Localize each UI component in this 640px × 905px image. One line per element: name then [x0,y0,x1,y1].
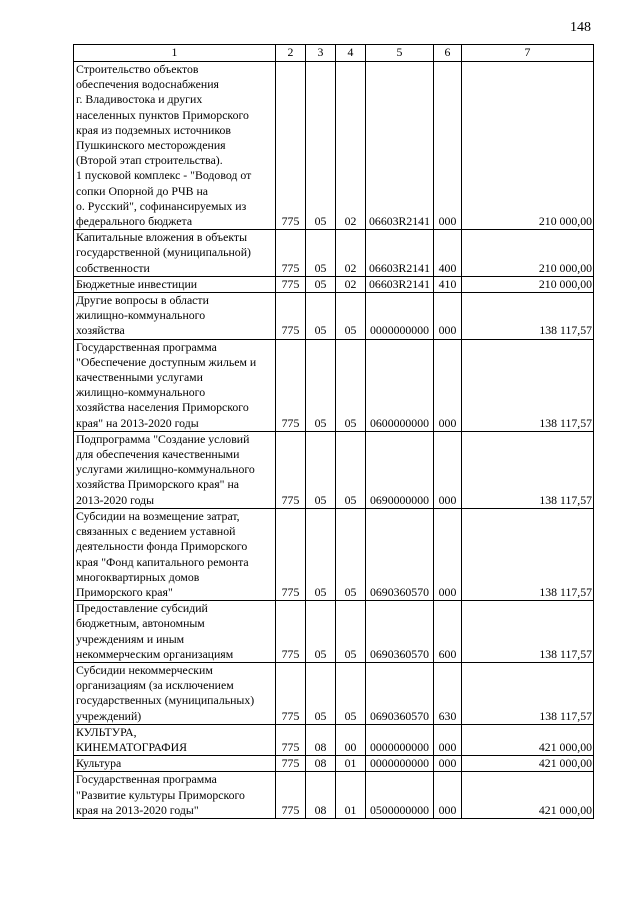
row-subsection-code: 01 [336,772,366,819]
row-subsection-code: 05 [336,339,366,431]
row-subsection-code: 05 [336,601,366,663]
header-cell: 7 [462,45,594,62]
row-section-code: 08 [306,756,336,772]
row-section-code: 05 [306,62,336,230]
row-amount: 421 000,00 [462,724,594,755]
row-subsection-code: 05 [336,508,366,600]
row-amount: 138 117,57 [462,662,594,724]
row-section-code: 05 [306,431,336,508]
table-row [74,724,594,755]
budget-table [73,44,594,819]
row-ministry-code: 775 [276,62,306,230]
header-cell: 6 [434,45,462,62]
row-expense-type: 600 [434,601,462,663]
row-amount: 210 000,00 [462,230,594,277]
row-target-article: 06603R2141 [366,62,434,230]
page-number: 148 [570,20,591,35]
row-section-code: 08 [306,724,336,755]
row-section-code: 05 [306,293,336,340]
table-row [74,508,594,600]
row-name: Капитальные вложения в объекты государственной (муниципальной) собственности [74,230,276,277]
row-subsection-code: 02 [336,276,366,292]
row-target-article: 0500000000 [366,772,434,819]
row-section-code: 05 [306,601,336,663]
row-amount: 421 000,00 [462,772,594,819]
row-name: Подпрограмма "Создание условий для обеспечения качественными услугами жилищно-коммунального хозяйства Приморского края" на 2013-2020 годы [74,431,276,508]
row-ministry-code: 775 [276,276,306,292]
row-section-code: 05 [306,508,336,600]
row-amount: 210 000,00 [462,276,594,292]
row-name: Предоставление субсидий бюджетным, автономным учреждениям и иным некоммерческим организациям [74,601,276,663]
row-target-article: 0690000000 [366,431,434,508]
row-ministry-code: 775 [276,601,306,663]
row-expense-type: 400 [434,230,462,277]
row-target-article: 06603R2141 [366,230,434,277]
row-ministry-code: 775 [276,756,306,772]
row-name: КУЛЬТУРА, КИНЕМАТОГРАФИЯ [74,724,276,755]
row-expense-type: 000 [434,756,462,772]
table-row [74,293,594,340]
header-row [74,45,594,62]
header-cell: 1 [74,45,276,62]
row-target-article: 06603R2141 [366,276,434,292]
table-row [74,662,594,724]
row-expense-type: 000 [434,724,462,755]
row-name: Бюджетные инвестиции [74,276,276,292]
row-subsection-code: 02 [336,230,366,277]
row-target-article: 0000000000 [366,724,434,755]
row-target-article: 0600000000 [366,339,434,431]
row-subsection-code: 05 [336,293,366,340]
row-ministry-code: 775 [276,508,306,600]
row-ministry-code: 775 [276,662,306,724]
row-name: Субсидии некоммерческим организациям (за исключением государственных (муниципальных) учреждений) [74,662,276,724]
row-expense-type: 000 [434,431,462,508]
row-ministry-code: 775 [276,772,306,819]
row-ministry-code: 775 [276,339,306,431]
row-section-code: 05 [306,276,336,292]
row-ministry-code: 775 [276,293,306,340]
row-name: Субсидии на возмещение затрат, связанных с ведением уставной деятельности фонда Приморского края "Фонд капитального ремонта многоквартирных домов Приморского края" [74,508,276,600]
header-cell: 3 [306,45,336,62]
row-section-code: 05 [306,230,336,277]
row-amount: 421 000,00 [462,756,594,772]
row-subsection-code: 01 [336,756,366,772]
table-row [74,756,594,772]
row-name: Другие вопросы в области жилищно-коммунального хозяйства [74,293,276,340]
row-expense-type: 000 [434,339,462,431]
row-target-article: 0690360570 [366,601,434,663]
row-expense-type: 000 [434,508,462,600]
row-amount: 138 117,57 [462,339,594,431]
row-ministry-code: 775 [276,230,306,277]
header-cell: 5 [366,45,434,62]
row-amount: 138 117,57 [462,293,594,340]
row-expense-type: 000 [434,293,462,340]
row-target-article: 0690360570 [366,508,434,600]
row-target-article: 0000000000 [366,293,434,340]
row-expense-type: 000 [434,62,462,230]
row-section-code: 05 [306,339,336,431]
row-name: Культура [74,756,276,772]
row-amount: 138 117,57 [462,431,594,508]
table-row [74,230,594,277]
row-ministry-code: 775 [276,724,306,755]
row-name: Строительство объектов обеспечения водоснабжения г. Владивостока и других населенных пунктов Приморского края из подземных источников Пушкинского месторождения (Второй этап строительства). 1 пусковой комплекс - "Водовод от сопки Опорной до РЧВ на о. Русский", софинансируемых из федерального бюджета [74,62,276,230]
row-target-article: 0000000000 [366,756,434,772]
row-subsection-code: 02 [336,62,366,230]
table-row [74,431,594,508]
row-subsection-code: 05 [336,431,366,508]
row-expense-type: 630 [434,662,462,724]
row-section-code: 05 [306,662,336,724]
row-expense-type: 000 [434,772,462,819]
row-subsection-code: 05 [336,662,366,724]
row-subsection-code: 00 [336,724,366,755]
row-target-article: 0690360570 [366,662,434,724]
table-row [74,339,594,431]
row-expense-type: 410 [434,276,462,292]
table-row [74,276,594,292]
header-cell: 4 [336,45,366,62]
row-amount: 210 000,00 [462,62,594,230]
table-row [74,772,594,819]
table-row [74,62,594,230]
row-name: Государственная программа "Развитие культуры Приморского края на 2013-2020 годы" [74,772,276,819]
row-amount: 138 117,57 [462,601,594,663]
table-row [74,601,594,663]
row-ministry-code: 775 [276,431,306,508]
header-cell: 2 [276,45,306,62]
row-section-code: 08 [306,772,336,819]
row-name: Государственная программа "Обеспечение доступным жильем и качественными услугами жилищно-коммунального хозяйства населения Приморского края" на 2013-2020 годы [74,339,276,431]
row-amount: 138 117,57 [462,508,594,600]
